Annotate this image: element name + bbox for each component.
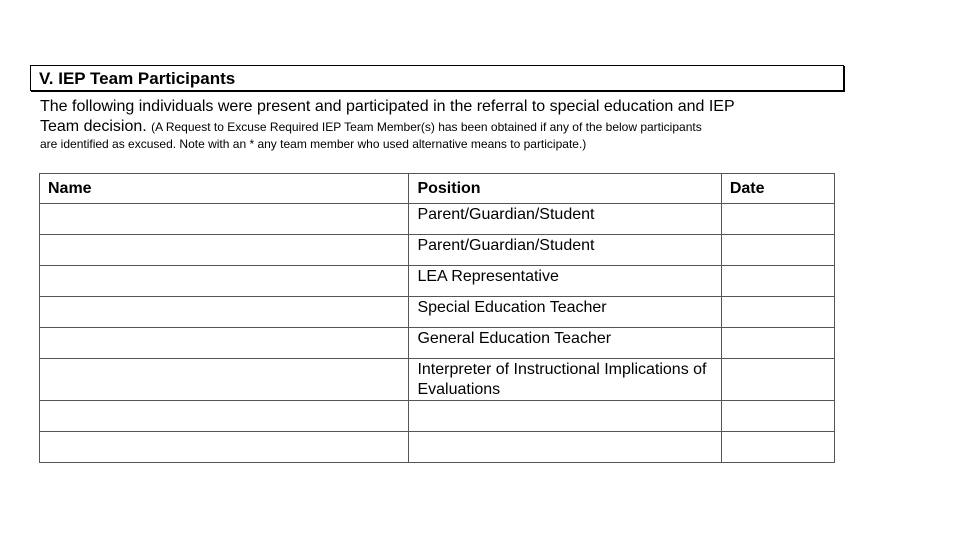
position-cell[interactable] [409,432,721,463]
participants-table [39,173,835,463]
column-header-name: Name [40,174,409,204]
table-row [40,235,835,266]
position-cell[interactable] [409,401,721,432]
intro-line-2-note: (A Request to Excuse Required IEP Team Member(s) has been obtained if any of the below participants [151,120,702,134]
section-title: V. IEP Team Participants [30,65,844,91]
date-cell[interactable] [721,359,834,401]
intro-paragraph [40,97,840,152]
position-cell: Parent/Guardian/Student [409,235,721,266]
name-cell[interactable] [40,401,409,432]
date-cell[interactable] [721,235,834,266]
date-cell[interactable] [721,401,834,432]
position-cell: Interpreter of Instructional Implications of Evaluations [409,359,721,401]
date-cell[interactable] [721,432,834,463]
date-cell[interactable] [721,297,834,328]
position-cell: Parent/Guardian/Student [409,204,721,235]
table-row [40,328,835,359]
table-header-row [40,174,835,204]
table-row [40,266,835,297]
table-row [40,297,835,328]
name-cell[interactable] [40,359,409,401]
column-header-position: Position [409,174,721,204]
position-cell: General Education Teacher [409,328,721,359]
name-cell[interactable] [40,235,409,266]
name-cell[interactable] [40,266,409,297]
name-cell[interactable] [40,432,409,463]
date-cell[interactable] [721,266,834,297]
column-header-date: Date [721,174,834,204]
position-cell: LEA Representative [409,266,721,297]
intro-line-3-note: are identified as excused. Note with an * any team member who used alternative means to participate.) [40,137,587,151]
table-row [40,359,835,401]
name-cell[interactable] [40,297,409,328]
date-cell[interactable] [721,204,834,235]
position-cell: Special Education Teacher [409,297,721,328]
name-cell[interactable] [40,328,409,359]
intro-line-1: The following individuals were present and participated in the referral to special education and IEP [40,98,735,115]
table-row [40,401,835,432]
date-cell[interactable] [721,328,834,359]
name-cell[interactable] [40,204,409,235]
table-row [40,432,835,463]
table-row [40,204,835,235]
intro-line-2-lead: Team decision. [40,118,147,135]
